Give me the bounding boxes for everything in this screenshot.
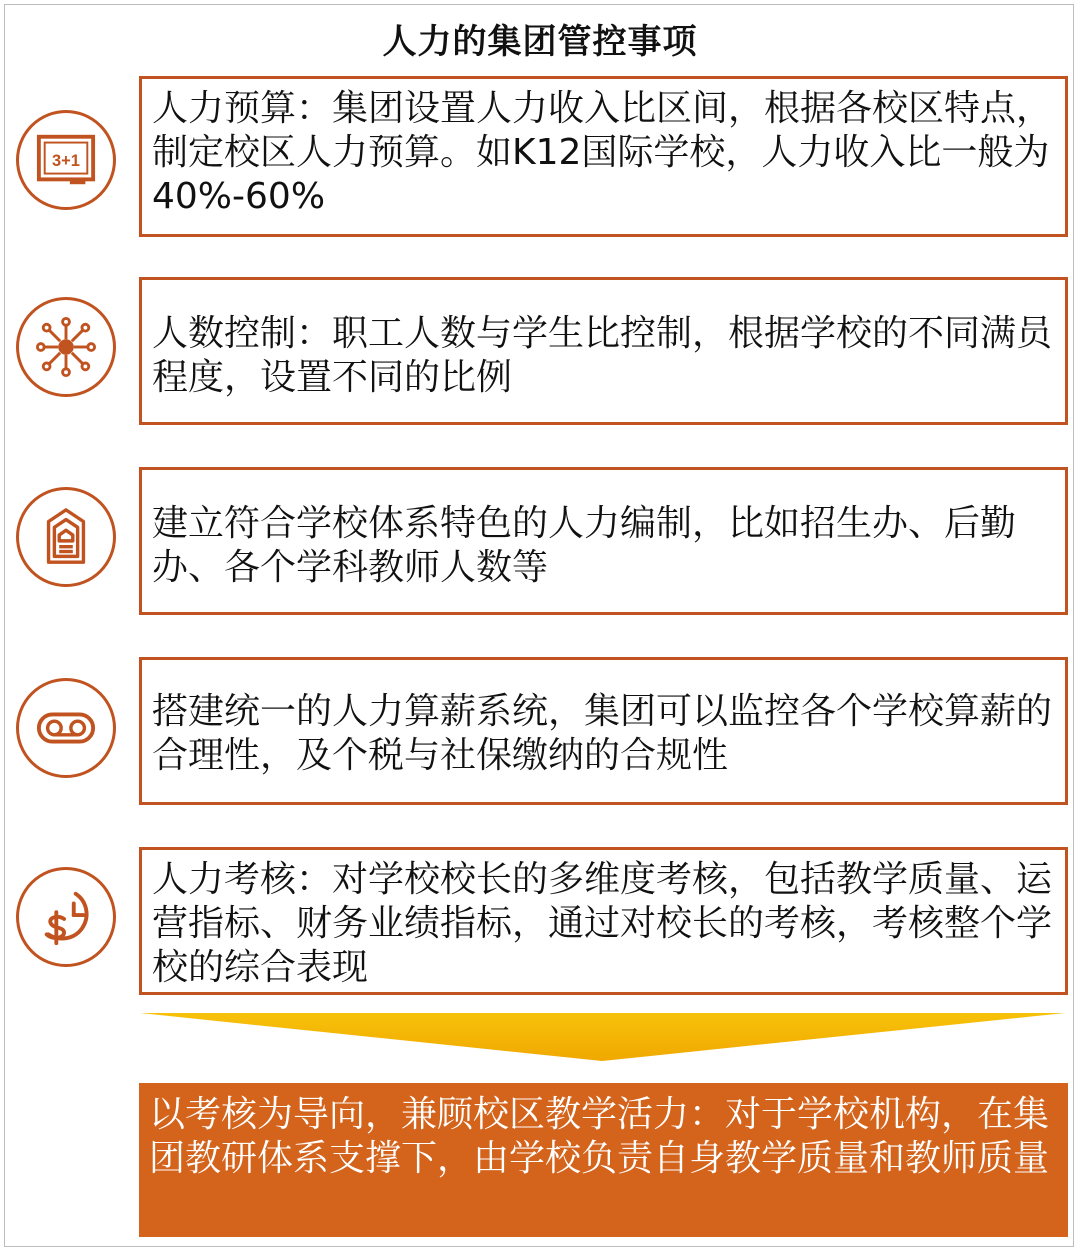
item-text-3: 建立符合学校体系特色的人力编制，比如招生办、后勤办、各个学科教师人数等 <box>152 503 1017 588</box>
clock-dollar-icon <box>16 867 116 967</box>
item-text-4: 搭建统一的人力算薪系统，集团可以监控各个学校算薪的合理性，及个税与社保缴纳的合规性 <box>152 691 1053 776</box>
network-nodes-icon <box>16 297 116 397</box>
list-item-5 <box>139 847 1068 995</box>
conclusion-text: 以考核为导向，兼顾校区教学活力：对于学校机构，在集团教研体系支撑下，由学校负责自身教学质量和教师质量 <box>149 1094 1050 1179</box>
item-text-1: 人力预算：集团设置人力收入比区间，根据各校区特点，制定校区人力预算。如K12国际学校，人力收入比一般为40%-60% <box>152 88 1053 217</box>
list-item-2 <box>139 277 1068 425</box>
chalkboard-text: 3+1 <box>52 151 80 170</box>
diagram-title: 人力的集团管控事项 <box>382 22 698 62</box>
item-text-5: 人力考核：对学校校长的多维度考核，包括教学质量、运营指标、财务业绩指标，通过对校长的考核，考核整个学校的综合表现 <box>152 859 1053 988</box>
item-text-2: 人数控制：职工人数与学生比控制，根据学校的不同满员程度，设置不同的比例 <box>152 313 1053 398</box>
list-item-4 <box>139 657 1068 805</box>
list-item-1 <box>139 76 1068 237</box>
voicemail-icon <box>16 678 116 778</box>
chalkboard-3plus1-icon <box>16 110 116 210</box>
down-arrow-icon <box>140 1013 1065 1061</box>
badge-house-icon <box>16 487 116 587</box>
list-item-3 <box>139 467 1068 615</box>
conclusion-box <box>139 1083 1068 1237</box>
